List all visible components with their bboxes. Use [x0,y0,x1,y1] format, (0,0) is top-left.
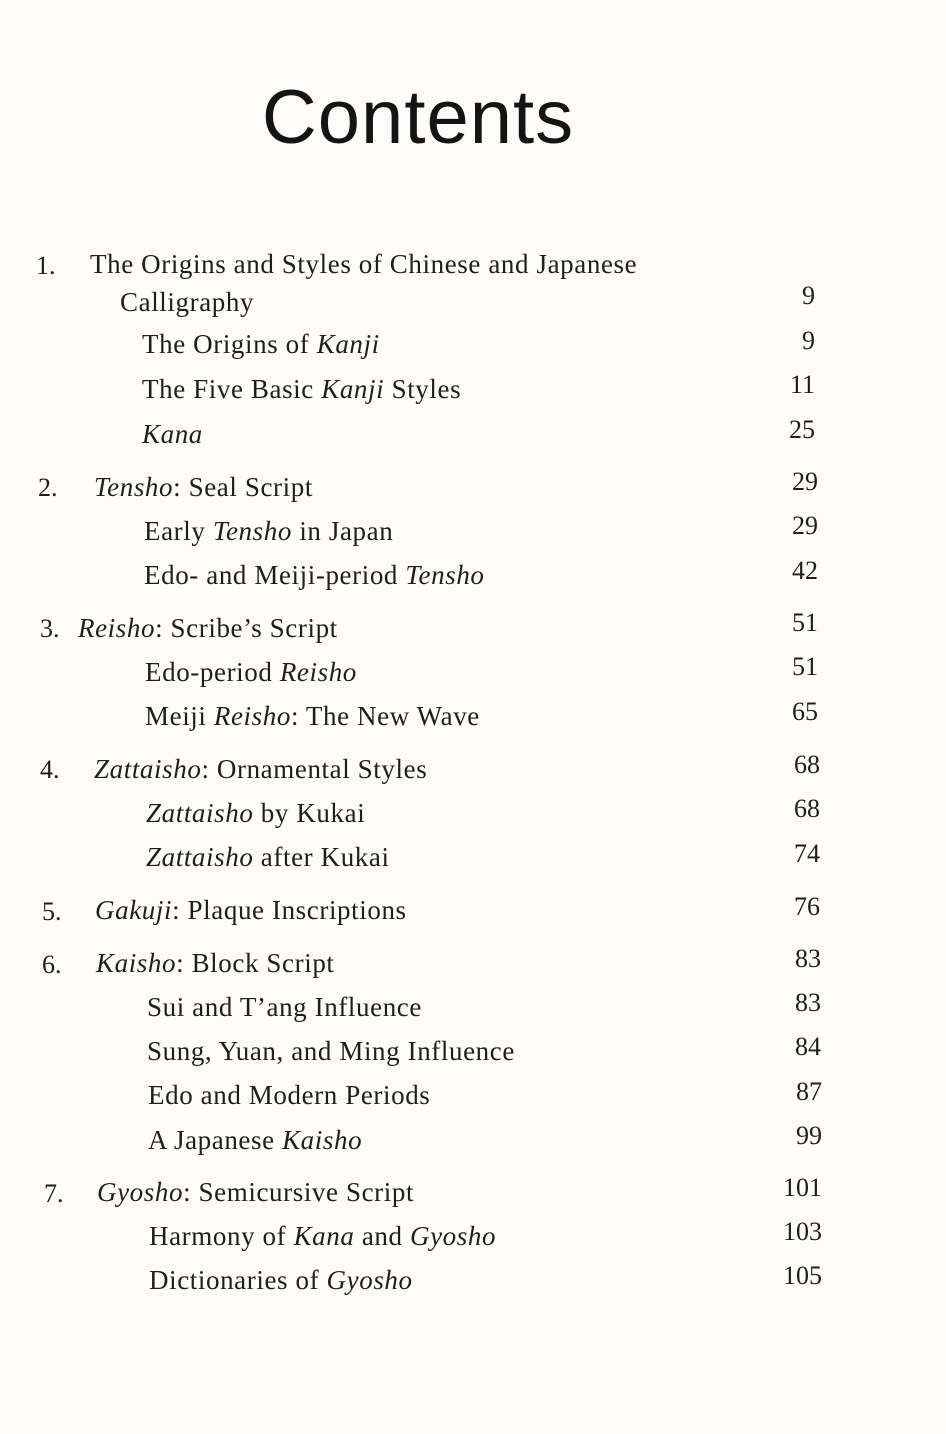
chapter-number: 7. [44,1179,64,1208]
section-title: Edo- and Meiji-period Tensho [144,560,485,590]
chapter-title: Gakuji: Plaque Inscriptions [95,895,407,925]
page-number: 51 [792,652,818,681]
page-number: 29 [792,511,818,540]
page-number: 29 [792,467,818,496]
section-title: Early Tensho in Japan [144,516,394,546]
page-number: 105 [783,1261,822,1290]
page-number: 87 [796,1077,822,1106]
page-number: 74 [794,839,820,868]
page-number: 42 [792,556,818,585]
section-title: Harmony of Kana and Gyosho [149,1221,497,1251]
chapter-title: Tensho: Seal Script [94,472,313,502]
page-number: 25 [789,415,815,444]
chapter-title: The Origins and Styles of Chinese and Japanese [90,249,638,279]
chapter-number: 6. [42,950,62,979]
section-title: Zattaisho after Kukai [146,842,390,872]
section-title: A Japanese Kaisho [148,1125,363,1155]
section-title: Edo-period Reisho [145,657,357,687]
chapter-number: 4. [40,755,60,784]
page-number: 9 [802,326,815,355]
chapter-title: Kaisho: Block Script [96,948,335,978]
page-number: 51 [792,608,818,637]
chapter-title: Zattaisho: Ornamental Styles [94,754,428,784]
section-title: Sung, Yuan, and Ming Influence [147,1036,515,1066]
section-title: The Five Basic Kanji Styles [142,374,462,404]
section-title: Edo and Modern Periods [148,1080,431,1110]
chapter-number: 2. [38,473,58,502]
page-number: 83 [795,944,821,973]
section-title: Zattaisho by Kukai [146,798,366,828]
page-number: 101 [783,1173,822,1202]
chapter-title: Gyosho: Semicursive Script [97,1177,415,1207]
chapter-number: 5. [42,897,62,926]
section-title: Kana [142,419,203,449]
page-number: 68 [794,750,820,779]
page-number: 68 [794,794,820,823]
page-number: 11 [789,370,815,399]
chapter-title-continued: Calligraphy [120,287,255,317]
page-number: 9 [802,281,815,310]
section-title: Meiji Reisho: The New Wave [145,701,480,731]
page-number: 76 [794,892,820,921]
chapter-number: 1. [36,251,56,280]
section-title: Sui and T’ang Influence [147,992,422,1022]
page-number: 84 [795,1032,821,1061]
section-title: The Origins of Kanji [142,329,380,359]
page-number: 83 [795,988,821,1017]
page-title: Contents [261,75,575,160]
page-number: 65 [792,697,818,726]
chapter-number: 3. [40,614,60,643]
section-title: Dictionaries of Gyosho [149,1265,413,1295]
page-number: 99 [796,1121,822,1150]
chapter-title: Reisho: Scribe’s Script [78,613,338,643]
page-number: 103 [783,1217,822,1246]
